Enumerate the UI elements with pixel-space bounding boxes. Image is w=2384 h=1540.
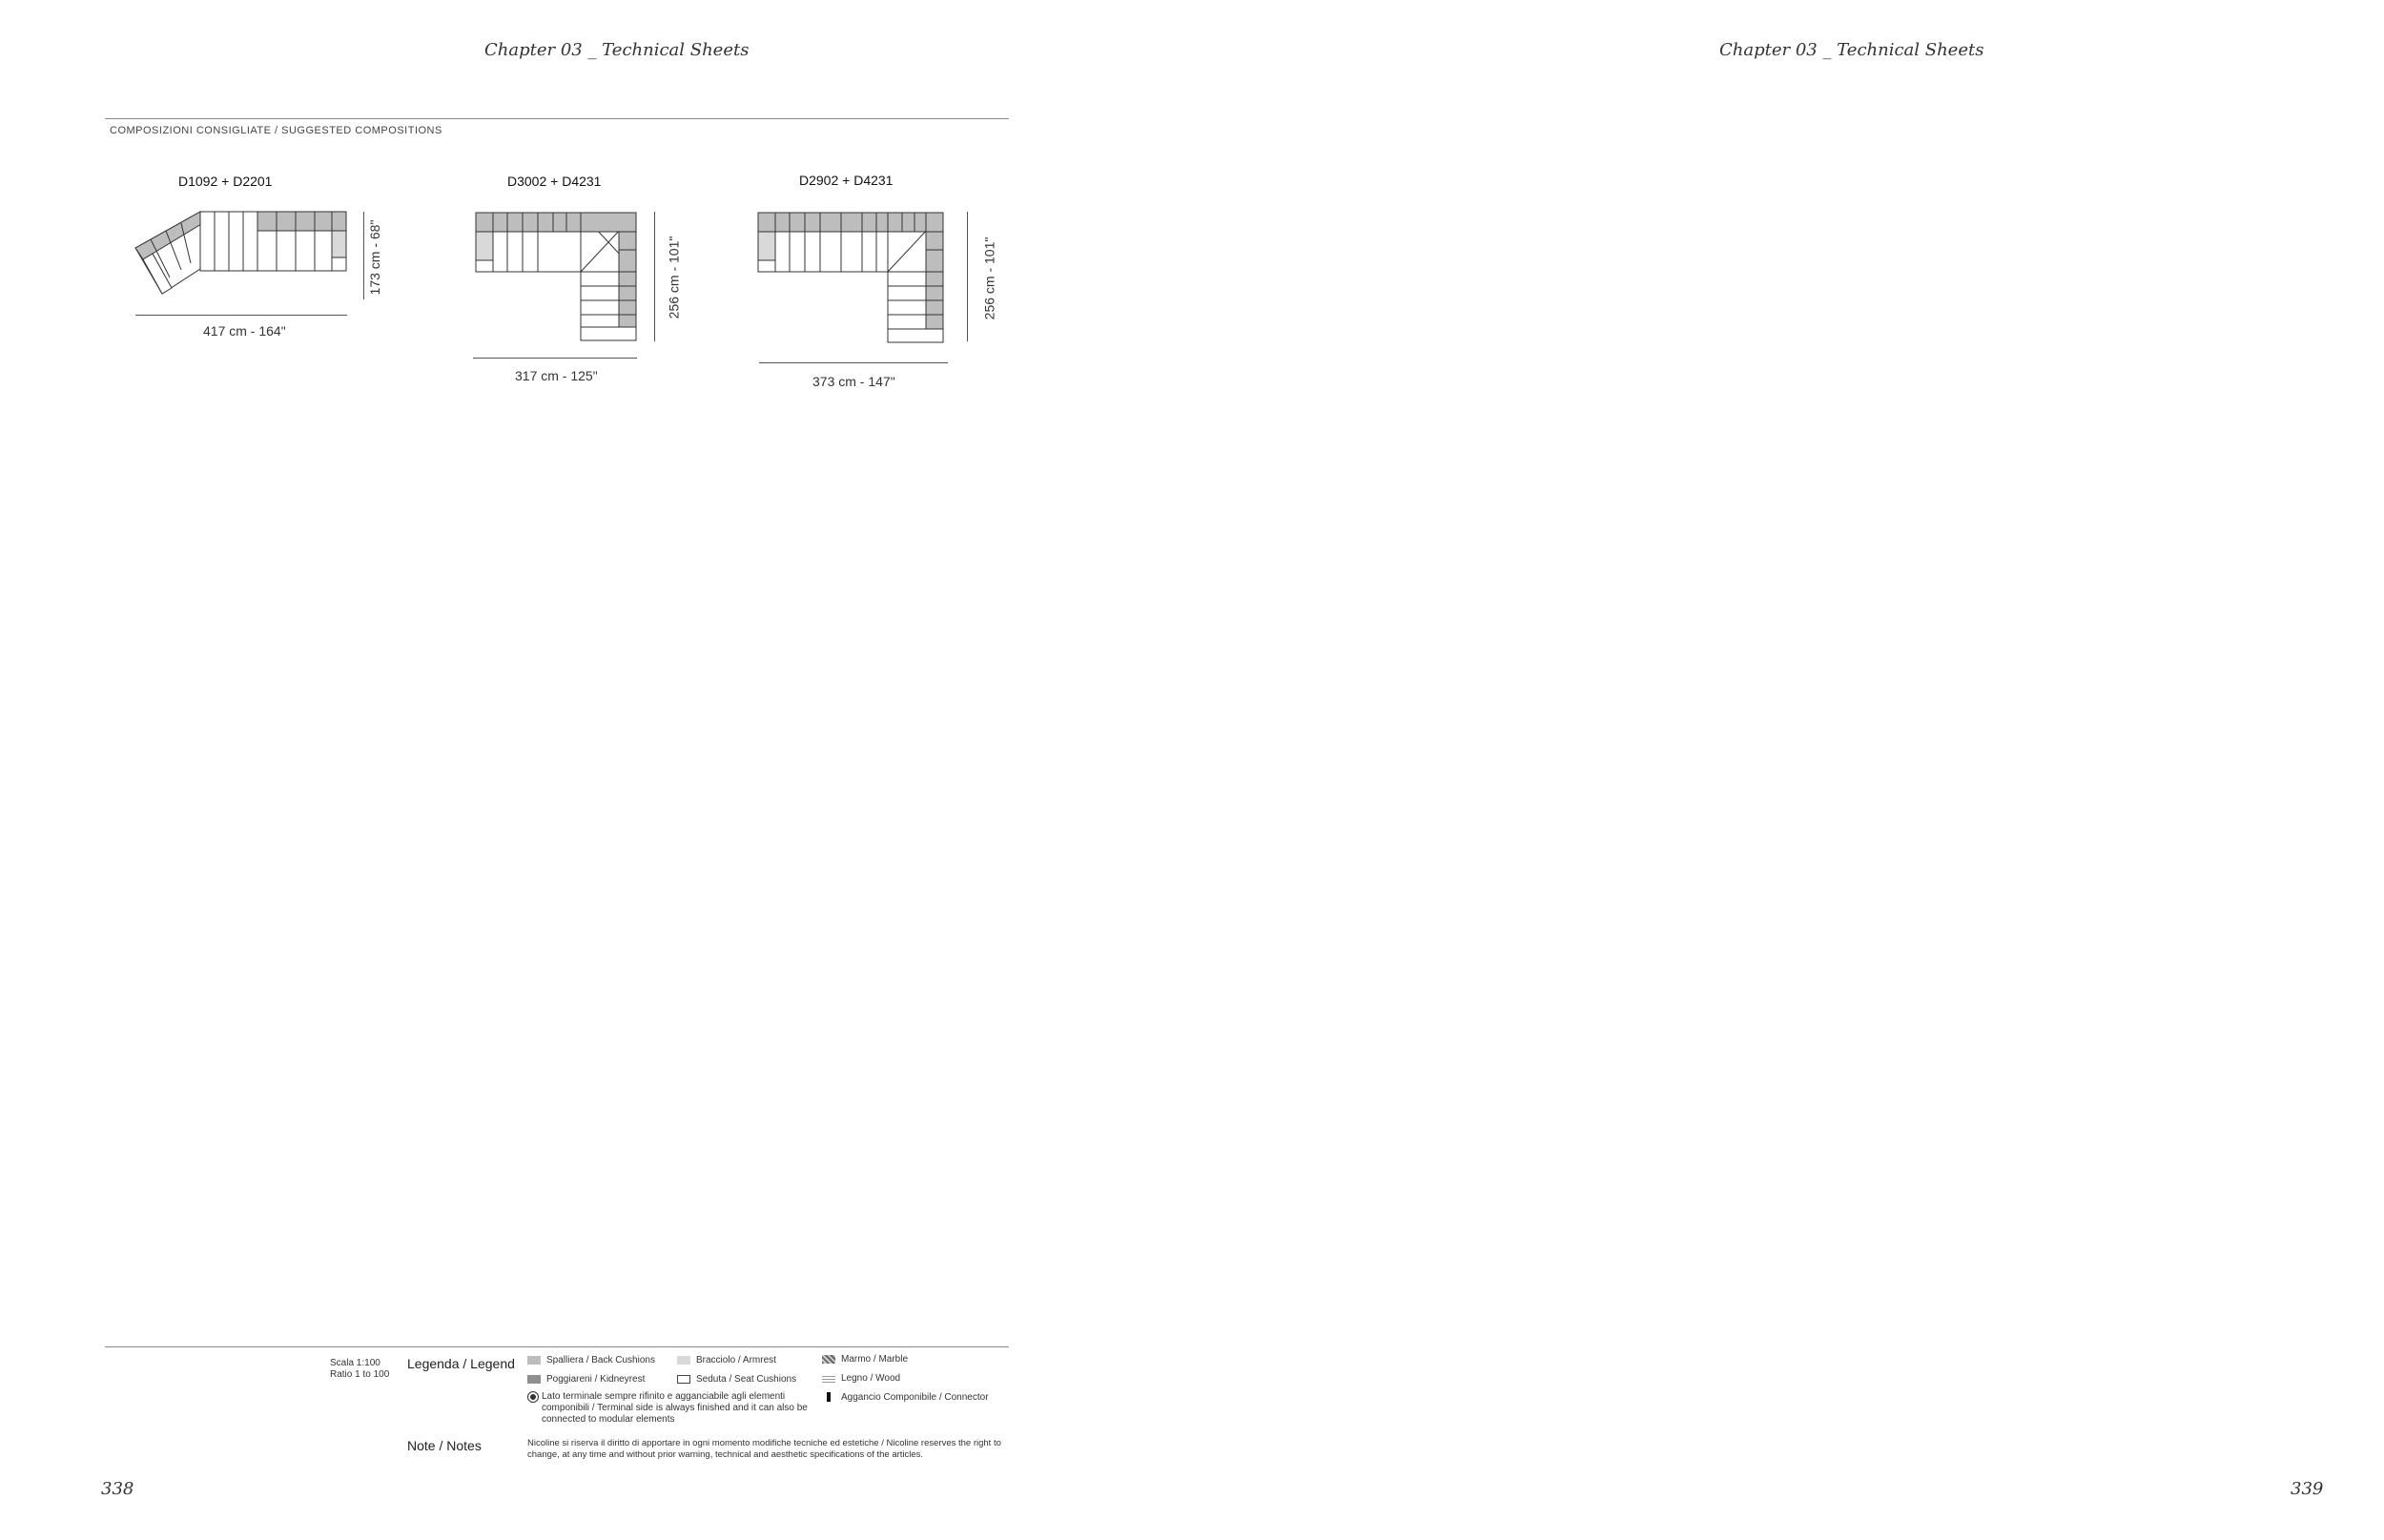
depth-dimension-1: 173 cm - 68" [367,219,382,296]
depth-line-3 [967,212,968,341]
legend-back-label: Spalliera / Back Cushions [546,1355,655,1365]
legend-title: Legenda / Legend [407,1356,515,1371]
legend-seat-cushions [677,1374,796,1385]
back-cushions-swatch [527,1356,541,1365]
armrest-swatch [677,1356,690,1365]
marble-swatch [822,1355,835,1364]
legend-seat-label: Seduta / Seat Cushions [696,1374,797,1385]
width-line-2 [473,358,637,359]
legend-armrest-label: Bracciolo / Armrest [696,1355,776,1365]
composition-title-1: D1092 + D2201 [178,174,273,189]
notes-title: Note / Notes [407,1438,482,1453]
legend-back-cushions [527,1355,655,1365]
depth-dimension-3: 256 cm - 101" [981,236,997,320]
legend-marble [822,1354,908,1365]
connector-icon [827,1392,831,1402]
composition-drawing-2 [475,212,639,345]
footer-divider [105,1346,1009,1347]
top-divider [105,118,1009,119]
section-label: COMPOSIZIONI CONSIGLIATE / SUGGESTED COMPOSITIONS [110,125,442,136]
depth-line-1 [363,212,364,299]
legend-armrest [677,1355,776,1365]
seat-cushions-swatch [677,1375,690,1384]
scale-line-2: Ratio 1 to 100 [330,1369,390,1380]
composition-drawing-3 [757,212,948,345]
width-dimension-1: 417 cm - 164" [203,323,286,339]
width-line-1 [135,315,347,316]
legend-kidneyrest [527,1374,645,1385]
composition-title-3: D2902 + D4231 [799,173,894,188]
left-page-number: 338 [101,1479,134,1499]
depth-line-2 [654,212,655,341]
depth-dimension-2: 256 cm - 101" [666,236,682,319]
legend-terminal-side: Lato terminale sempre rifinito e agganciabile agli elementi componibili / Terminal side is always finished and it can also be connected to modular elements [542,1391,808,1425]
left-chapter-header: Chapter 03 _ Technical Sheets [484,40,750,60]
legend-wood [822,1373,900,1384]
width-dimension-3: 373 cm - 147" [812,374,895,389]
wood-swatch [822,1374,835,1383]
legend-connector [822,1392,989,1403]
width-line-3 [759,362,948,363]
notes-text: Nicoline si riserva il diritto di apportare in ogni momento modifiche tecniche ed estetiche / Nicoline reserves the right to change, at any time and without prior warning, technical and aesthetic specifications of the articles. [527,1438,1001,1460]
legend-wood-label: Legno / Wood [841,1373,901,1384]
width-dimension-2: 317 cm - 125" [515,368,598,383]
kidneyrest-swatch [527,1375,541,1384]
scale-info [330,1358,389,1381]
terminal-side-icon [527,1391,539,1403]
legend-kidney-label: Poggiareni / Kidneyrest [546,1374,646,1385]
composition-title-2: D3002 + D4231 [507,174,602,189]
right-page-number: 339 [2291,1479,2324,1499]
legend-marble-label: Marmo / Marble [841,1354,909,1365]
legend-connector-label: Aggancio Componibile / Connector [841,1392,989,1403]
scale-line-1: Scala 1:100 [330,1358,380,1368]
composition-drawing-1 [134,210,362,315]
right-chapter-header: Chapter 03 _ Technical Sheets [1719,40,1984,60]
